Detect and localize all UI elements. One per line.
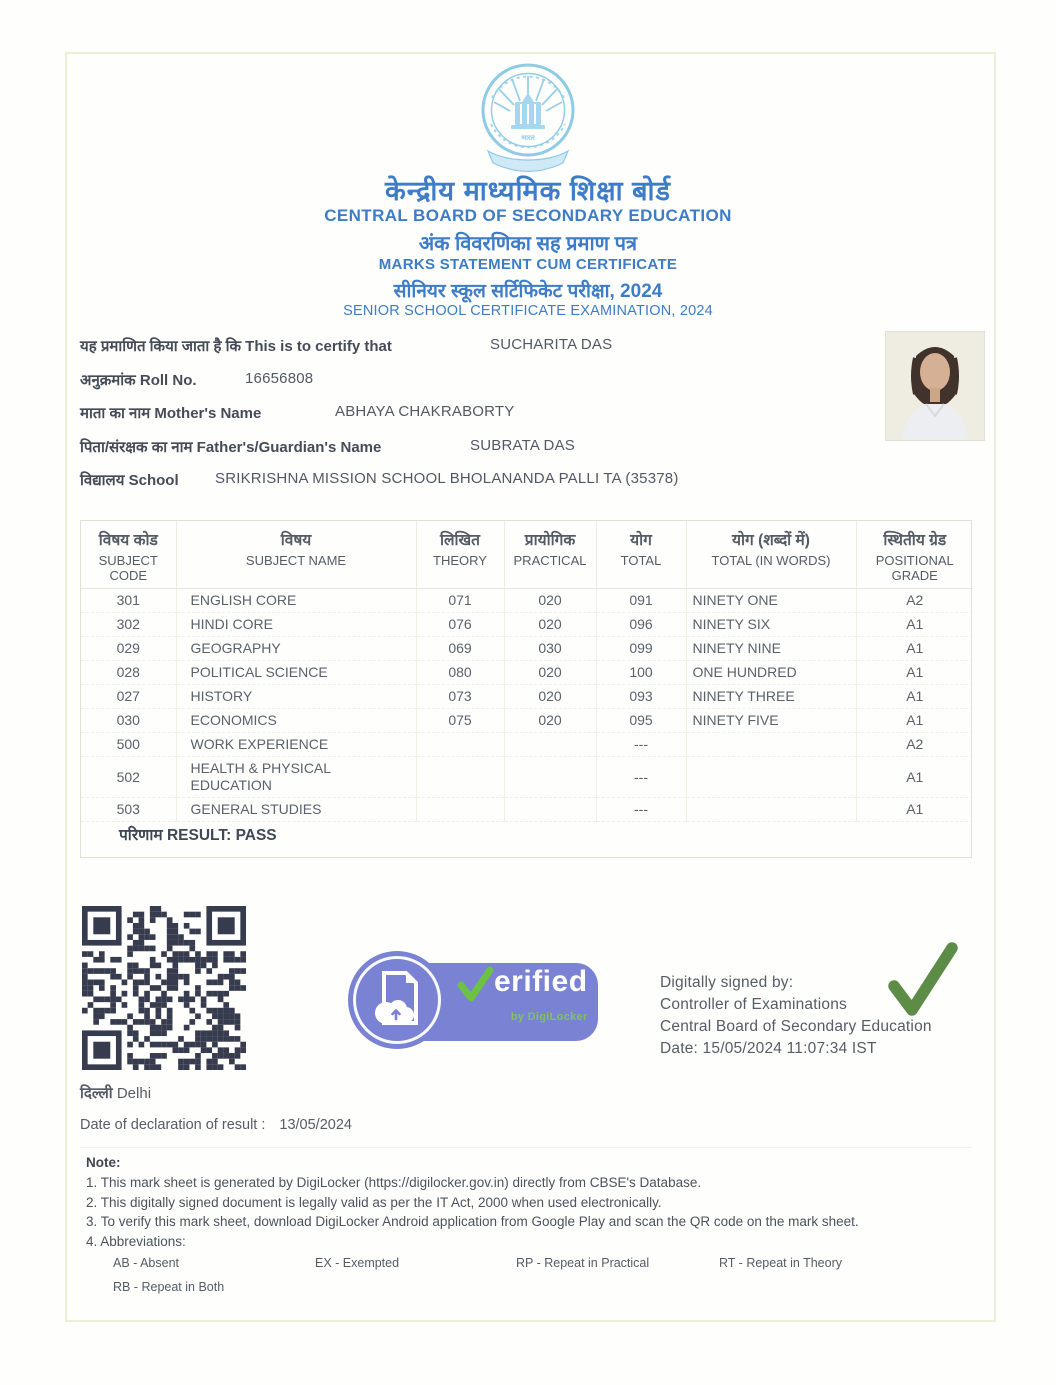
table-cell: 020 (504, 709, 596, 733)
mother-name: ABHAYA CHAKRABORTY (335, 403, 515, 420)
table-cell: 073 (416, 685, 504, 709)
table-cell: 095 (596, 709, 686, 733)
table-cell: ECONOMICS (176, 709, 416, 733)
table-row (81, 757, 973, 798)
table-cell: 080 (416, 661, 504, 685)
table-cell (504, 798, 596, 822)
table-cell: HINDI CORE (176, 613, 416, 637)
table-cell: 099 (596, 637, 686, 661)
result-value: PASS (235, 827, 277, 844)
exam-title-hindi: सीनियर स्कूल सर्टिफिकेट परीक्षा, 2024 (393, 281, 663, 302)
verified-check-icon (456, 965, 494, 1005)
note-item: 4. Abbreviations: (86, 1233, 186, 1249)
table-cell: 020 (504, 589, 596, 613)
table-cell: GENERAL STUDIES (176, 798, 416, 822)
table-cell: HISTORY (176, 685, 416, 709)
note-title: Note: (86, 1155, 121, 1170)
column-header: योग (शब्दों में) TOTAL (IN WORDS) (686, 521, 856, 589)
table-cell: 030 (504, 637, 596, 661)
document-title-english: MARKS STATEMENT CUM CERTIFICATE (378, 256, 678, 273)
table-cell: 028 (81, 661, 176, 685)
signature-line-4: Date: 15/05/2024 11:07:34 IST (660, 1040, 877, 1057)
student-name: SUCHARITA DAS (490, 336, 613, 353)
marks-table-body (81, 589, 973, 822)
signature-check-icon (886, 940, 960, 1020)
table-cell (504, 733, 596, 757)
exam-title-english: SENIOR SCHOOL CERTIFICATE EXAMINATION, 2024 (343, 303, 713, 319)
table-cell (416, 798, 504, 822)
result-line: परिणाम RESULT: PASS (119, 827, 277, 844)
table-cell (686, 757, 856, 798)
column-header: विषय SUBJECT NAME (176, 521, 416, 589)
board-name-hindi: केन्द्रीय माध्यमिक शिक्षा बोर्ड (385, 176, 671, 206)
table-cell: A1 (856, 685, 973, 709)
cbse-emblem-icon (468, 60, 588, 178)
table-cell: POLITICAL SCIENCE (176, 661, 416, 685)
signature-line-1: Digitally signed by: (660, 974, 794, 991)
table-cell: NINETY FIVE (686, 709, 856, 733)
table-cell: 076 (416, 613, 504, 637)
digilocker-verified-badge (348, 951, 600, 1053)
abbreviation: EX - Exempted (315, 1256, 400, 1270)
table-cell: A1 (856, 757, 973, 798)
table-cell: NINETY THREE (686, 685, 856, 709)
table-cell: A1 (856, 661, 973, 685)
table-cell: 503 (81, 798, 176, 822)
column-header: स्थितीय ग्रेड POSITIONAL GRADE (856, 521, 973, 589)
verified-text: erified by DigiLocker (494, 965, 588, 1034)
certify-row: यह प्रमाणित किया जाता है कि This is to certify that SUCHARITA DAS (80, 336, 613, 355)
table-cell: 069 (416, 637, 504, 661)
table-cell: --- (596, 733, 686, 757)
roll-number: 16656808 (245, 370, 314, 387)
table-cell: 500 (81, 733, 176, 757)
document-title-hindi: अंक विवरणिका सह प्रमाण पत्र (418, 233, 638, 255)
roll-row: अनुक्रमांक Roll No. 16656808 (80, 370, 314, 389)
note-item: 2. This digitally signed document is legally valid as per the IT Act, 2000 when used electronically. (86, 1194, 662, 1210)
table-cell: 075 (416, 709, 504, 733)
table-cell: 020 (504, 661, 596, 685)
student-photo (885, 331, 985, 441)
declaration-line: Date of declaration of result : 13/05/2024 (80, 1117, 352, 1133)
table-row (81, 733, 973, 757)
table-cell: --- (596, 757, 686, 798)
column-header: विषय कोड SUBJECT CODE (81, 521, 176, 589)
table-cell: HEALTH & PHYSICAL EDUCATION (176, 757, 416, 798)
by-digilocker-text: by DigiLocker (510, 1011, 588, 1023)
table-cell: NINETY NINE (686, 637, 856, 661)
column-header: प्रायोगिक PRACTICAL (504, 521, 596, 589)
table-cell: 029 (81, 637, 176, 661)
table-cell: WORK EXPERIENCE (176, 733, 416, 757)
mother-row: माता का नाम Mother's Name ABHAYA CHAKRABORTY (80, 403, 515, 422)
school-name: SRIKRISHNA MISSION SCHOOL BHOLANANDA PALLI TA (35378) (215, 470, 679, 487)
table-cell: 302 (81, 613, 176, 637)
table-cell: --- (596, 798, 686, 822)
abbreviation: RP - Repeat in Practical (516, 1256, 650, 1270)
note-item: 3. To verify this mark sheet, download DigiLocker Android application from Google Play and scan the QR code on the mark sheet. (86, 1214, 859, 1229)
abbreviation: AB - Absent (113, 1256, 180, 1270)
note-item: 1. This mark sheet is generated by DigiLocker (https://digilocker.gov.in) directly from CBSE's Database. (86, 1175, 702, 1190)
table-cell: 502 (81, 757, 176, 798)
table-cell: 020 (504, 613, 596, 637)
table-cell (504, 757, 596, 798)
notes-section (86, 1153, 976, 1299)
table-cell: NINETY SIX (686, 613, 856, 637)
abbreviation: RT - Repeat in Theory (719, 1256, 842, 1270)
table-cell (686, 733, 856, 757)
marks-table-box (80, 520, 972, 858)
table-cell: A1 (856, 637, 973, 661)
table-cell: A1 (856, 798, 973, 822)
table-cell: 096 (596, 613, 686, 637)
table-cell: 071 (416, 589, 504, 613)
qr-code (82, 906, 246, 1070)
table-cell: 030 (81, 709, 176, 733)
table-cell (416, 757, 504, 798)
table-cell: 100 (596, 661, 686, 685)
table-cell (416, 733, 504, 757)
declaration-date: 13/05/2024 (279, 1117, 352, 1133)
table-cell: 091 (596, 589, 686, 613)
table-cell: GEOGRAPHY (176, 637, 416, 661)
table-row (81, 685, 973, 709)
school-row: विद्यालय School SRIKRISHNA MISSION SCHOOL BHOLANANDA PALLI TA (35378) (80, 470, 679, 489)
table-cell: NINETY ONE (686, 589, 856, 613)
marks-table-head (81, 521, 973, 589)
table-cell: 020 (504, 685, 596, 709)
table-row (81, 637, 973, 661)
table-cell: ENGLISH CORE (176, 589, 416, 613)
signature-line-2: Controller of Examinations (660, 996, 847, 1013)
table-row (81, 613, 973, 637)
column-header: योग TOTAL (596, 521, 686, 589)
signature-line-3: Central Board of Secondary Education (660, 1018, 932, 1035)
place-line: दिल्ली Delhi (80, 1085, 152, 1102)
father-name: SUBRATA DAS (470, 437, 576, 454)
table-row (81, 661, 973, 685)
board-name-english: CENTRAL BOARD OF SECONDARY EDUCATION (324, 206, 732, 225)
abbreviation: RB - Repeat in Both (113, 1280, 225, 1294)
table-cell: 027 (81, 685, 176, 709)
digilocker-cloud-doc-icon (348, 951, 446, 1049)
table-cell: 093 (596, 685, 686, 709)
table-cell: ONE HUNDRED (686, 661, 856, 685)
table-cell: A1 (856, 613, 973, 637)
svg-text:भारत: भारत (521, 135, 535, 142)
marks-table (81, 521, 973, 822)
table-cell (686, 798, 856, 822)
table-row (81, 709, 973, 733)
footer-divider (80, 1147, 972, 1148)
table-row (81, 589, 973, 613)
table-cell: A2 (856, 733, 973, 757)
abbreviations-row (86, 1251, 976, 1299)
table-cell: A1 (856, 709, 973, 733)
father-row: पिता/संरक्षक का नाम Father's/Guardian's Name SUBRATA DAS (80, 437, 576, 456)
column-header: लिखित THEORY (416, 521, 504, 589)
table-cell: 301 (81, 589, 176, 613)
table-row (81, 798, 973, 822)
table-cell: A2 (856, 589, 973, 613)
